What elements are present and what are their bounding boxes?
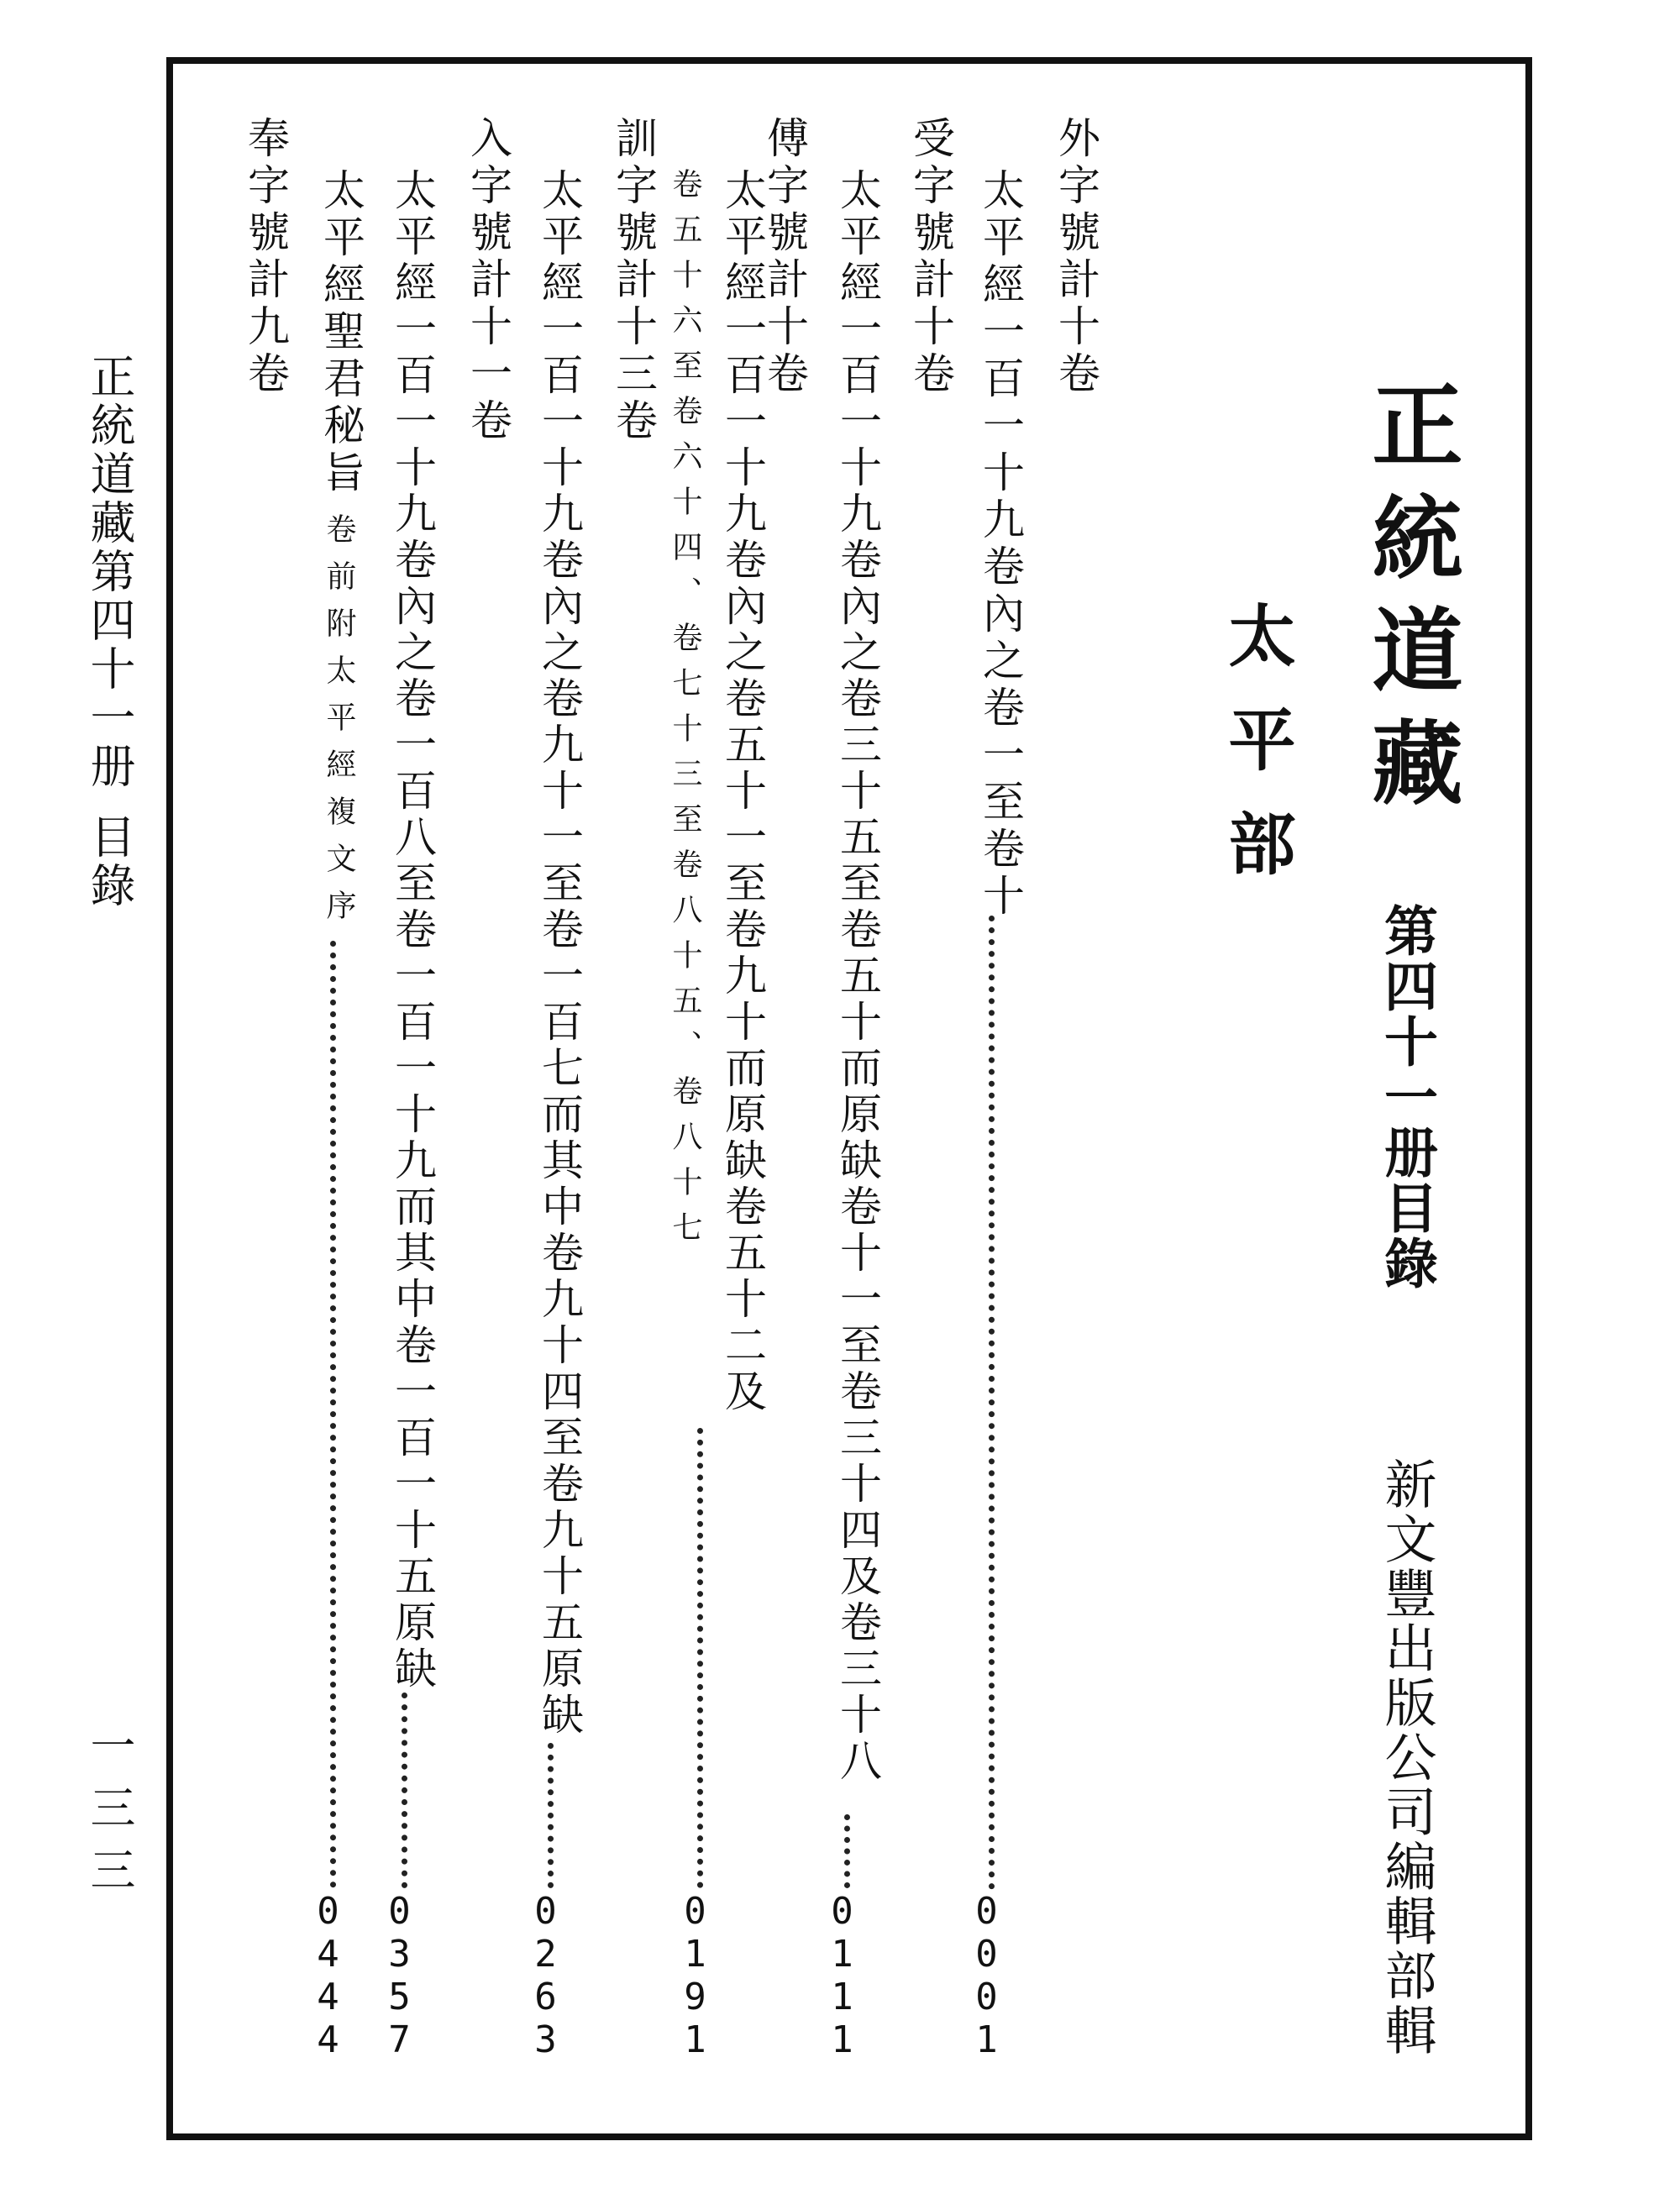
volume-heading: 第四十一册目錄 xyxy=(1375,903,1437,1291)
entry-title: 太平經聖君秘旨 xyxy=(317,168,365,497)
group-heading-feng: 奉字號計九卷 xyxy=(241,116,290,398)
group-heading-fu: 傅字號計十卷 xyxy=(760,116,809,398)
group-heading-shou: 受字號計十卷 xyxy=(906,116,955,398)
entry-page-number: 0191 xyxy=(674,1890,717,2061)
group-heading-ru: 入字號計十一卷 xyxy=(464,116,512,445)
collection-title: 正統道藏 xyxy=(1357,378,1462,828)
entry-page-number: 0357 xyxy=(378,1890,421,2061)
entry-page-number: 0111 xyxy=(821,1890,864,2061)
page-number: 一三三 xyxy=(83,1722,136,1908)
section-heading: 太平部 xyxy=(1217,601,1295,913)
running-title: 正統道藏第四十一册 xyxy=(83,353,136,791)
leader-dots xyxy=(697,1428,703,1888)
leader-dots xyxy=(844,1814,850,1888)
leader-dots xyxy=(402,1693,407,1888)
entry-page-number: 0263 xyxy=(524,1890,567,2061)
leader-dots xyxy=(548,1743,554,1888)
group-heading-wai: 外字號計十卷 xyxy=(1052,116,1100,398)
group-heading-xun: 訓字號計十三卷 xyxy=(609,116,658,445)
publisher-credit: 新文豐出版公司編輯部輯 xyxy=(1376,1457,1437,2058)
entry-page-number: 0001 xyxy=(965,1890,1008,2061)
entry-title: 太平經一百一十九卷內之卷三十五至卷五十而原缺卷十一至卷三十四及卷三十八 xyxy=(833,168,882,1785)
entry-page-number: 0444 xyxy=(307,1890,349,2061)
leader-dots xyxy=(989,916,995,1890)
entry-title: 太平經一百一十九卷內之卷一百八至卷一百一十九而其中卷一百一十五原缺 xyxy=(388,168,437,1693)
entry-title: 太平經一百一十九卷內之卷一至卷十 xyxy=(976,168,1025,921)
entry-title: 太平經一百一十九卷內之卷五十一至卷九十而原缺卷五十二及 xyxy=(718,168,767,1415)
entry-title-continuation: 卷五十六至卷六十四、卷七十三至卷八十五、卷八十七 xyxy=(668,168,702,1257)
running-section-label: 目錄 xyxy=(83,813,136,911)
leader-dots xyxy=(330,941,336,1888)
entry-subtitle: 一卷前附太平經複文序 xyxy=(322,466,356,937)
entry-title: 太平經一百一十九卷內之卷九十一至卷一百七而其中卷九十四至卷九十五原缺 xyxy=(535,168,584,1739)
